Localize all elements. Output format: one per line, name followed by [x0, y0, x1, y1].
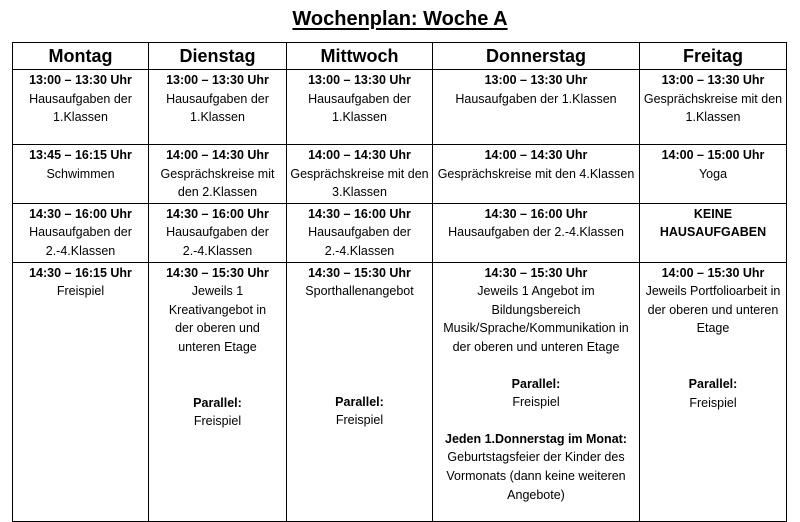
schedule-cell: [640, 203, 787, 262]
no-homework-note: KEINE HAUSAUFGABEN: [659, 206, 767, 240]
parallel-label: Parallel:: [511, 376, 561, 391]
time-slot: 14:00 – 14:30 Uhr: [484, 148, 588, 162]
time-slot: 14:30 – 16:00 Uhr: [29, 206, 132, 221]
time-slot: 14:30 – 15:30 Uhr: [166, 265, 269, 280]
time-slot: 14:30 – 16:00 Uhr: [484, 206, 588, 221]
activity-text: Jeweils Portfolioarbeit in der oberen und unteren Etage: [645, 284, 781, 336]
monthly-note-label: Jeden 1.Donnerstag im Monat:: [445, 431, 627, 446]
activity-text: Jeweils 1 Kreativangebot in der oberen und unteren Etage: [168, 284, 267, 354]
time-slot: 14:30 – 15:30 Uhr: [484, 265, 588, 280]
activity-text: Hausaufgaben der 1.Klassen: [455, 91, 617, 106]
time-slot: 14:00 – 14:30 Uhr: [308, 148, 411, 162]
day-header-wednesday: Mittwoch: [287, 43, 433, 70]
schedule-cell: [13, 145, 149, 204]
parallel-label: Parallel:: [335, 394, 384, 409]
schedule-cell: [640, 70, 787, 145]
day-header-friday: Freitag: [640, 43, 787, 70]
activity-text: Gesprächskreise mit den 1.Klassen: [643, 91, 783, 125]
time-slot: 14:30 – 16:15 Uhr: [29, 265, 132, 280]
schedule-cell: [433, 70, 640, 145]
parallel-text: Freispiel: [512, 395, 560, 410]
parallel-label: Parallel:: [688, 376, 738, 391]
schedule-cell: [149, 145, 287, 204]
day-header-thursday: Donnerstag: [433, 43, 640, 70]
activity-text: Sporthallenangebot: [305, 284, 414, 299]
activity-text: Hausaufgaben der 1.Klassen: [166, 91, 269, 125]
schedule-cell: [433, 262, 640, 521]
activity-text: Hausaufgaben der 2.-4.Klassen: [166, 225, 269, 258]
activity-text: Gesprächskreise mit den 3.Klassen: [290, 166, 429, 200]
activity-text: Gesprächskreise mit den 4.Klassen: [437, 166, 635, 181]
schedule-cell: [433, 145, 640, 204]
time-slot: 14:00 – 14:30 Uhr: [166, 148, 269, 162]
schedule-row: [13, 145, 787, 204]
activity-text: Hausaufgaben der 1.Klassen: [29, 91, 132, 125]
schedule-cell: [13, 262, 149, 521]
parallel-text: Freispiel: [335, 413, 384, 428]
activity-text: Hausaufgaben der 1.Klassen: [308, 91, 411, 125]
time-slot: 14:30 – 16:00 Uhr: [166, 206, 269, 221]
schedule-row: [13, 203, 787, 262]
activity-text: Hausaufgaben der 2.-4.Klassen: [308, 225, 411, 258]
time-slot: 13:45 – 16:15 Uhr: [29, 148, 132, 162]
schedule-cell: [149, 70, 287, 145]
parallel-text: Freispiel: [193, 414, 242, 429]
schedule-cell: [149, 262, 287, 521]
activity-text: Schwimmen: [46, 166, 115, 181]
day-header-tuesday: Dienstag: [149, 43, 287, 70]
schedule-cell: [640, 145, 787, 204]
activity-text: Hausaufgaben der 2.-4.Klassen: [29, 225, 132, 258]
page-title-text: Wochenplan: Woche A: [292, 8, 508, 30]
monthly-note-text: Geburtstagsfeier der Kinder des Vormonats (dann keine weiteren Angebote): [446, 450, 626, 502]
time-slot: 13:00 – 13:30 Uhr: [484, 73, 588, 87]
parallel-text: Freispiel: [689, 395, 737, 410]
schedule-cell: [433, 203, 640, 262]
schedule-row: [13, 262, 787, 521]
time-slot: 14:00 – 15:30 Uhr: [661, 265, 765, 280]
day-header-monday: Montag: [13, 43, 149, 70]
time-slot: 14:30 – 15:30 Uhr: [308, 265, 411, 280]
time-slot: 13:00 – 13:30 Uhr: [661, 73, 765, 87]
schedule-cell: [149, 203, 287, 262]
time-slot: 14:30 – 16:00 Uhr: [308, 206, 411, 221]
schedule-cell: [287, 203, 433, 262]
schedule-cell: [287, 262, 433, 521]
header-row: [13, 43, 787, 70]
schedule-row: [13, 70, 787, 145]
schedule-cell: [640, 262, 787, 521]
schedule-cell: [13, 203, 149, 262]
schedule-cell: [287, 70, 433, 145]
activity-text: Gesprächskreise mit den 2.Klassen: [160, 166, 275, 200]
time-slot: 13:00 – 13:30 Uhr: [166, 73, 269, 87]
parallel-label: Parallel:: [193, 395, 242, 410]
schedule-cell: [287, 145, 433, 204]
time-slot: 13:00 – 13:30 Uhr: [308, 73, 411, 87]
activity-text: Jeweils 1 Angebot im Bildungsbereich Musik/Sprache/Kommunikation in der oberen und unteren Etage: [443, 284, 629, 354]
time-slot: 13:00 – 13:30 Uhr: [29, 73, 132, 87]
schedule-cell: [13, 70, 149, 145]
time-slot: 14:00 – 15:00 Uhr: [661, 148, 765, 162]
page-title: [0, 8, 800, 31]
weekly-schedule-table: [12, 42, 787, 522]
activity-text: Hausaufgaben der 2.-4.Klassen: [448, 225, 624, 240]
activity-text: Freispiel: [56, 284, 105, 299]
activity-text: Yoga: [698, 166, 728, 181]
